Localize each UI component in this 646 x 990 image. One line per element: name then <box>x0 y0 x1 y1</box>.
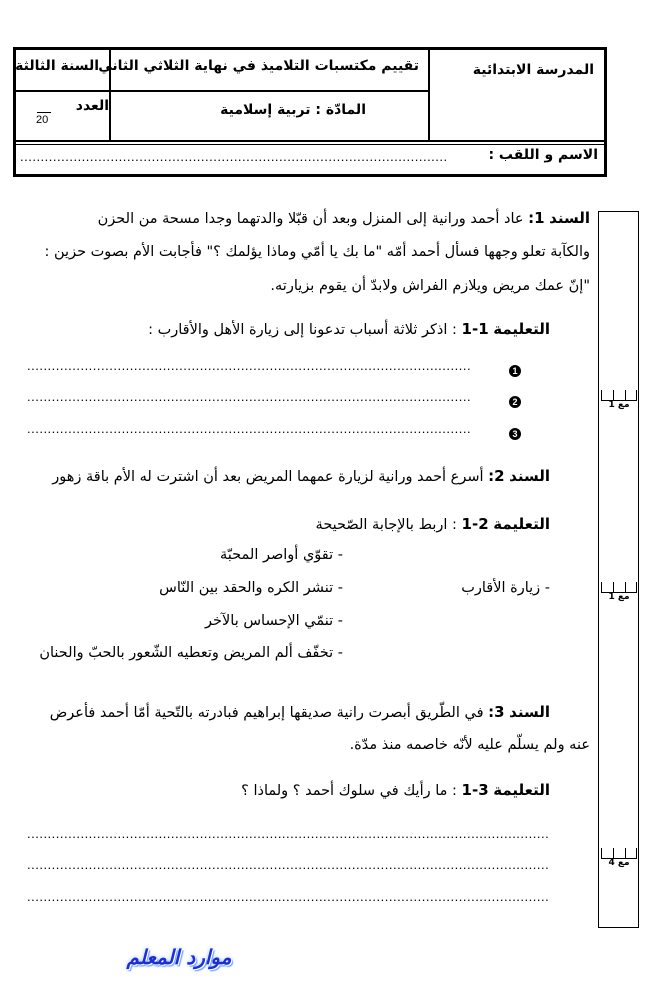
sanad2-label: السند <box>509 467 550 485</box>
score-label-1: مع 1 <box>608 400 630 410</box>
sanad3-line2: عنه ولم يسلّم عليه لأنّه خاصمه منذ مدّة. <box>349 737 590 753</box>
score-box-1 <box>601 386 637 416</box>
task11-heading <box>148 320 550 338</box>
sanad1-line1 <box>98 209 590 227</box>
answer-line-1[interactable]: ............................................................................................................ <box>27 358 472 373</box>
sanad2-num: 2: <box>488 467 505 485</box>
task21-num: 2-1 <box>461 515 489 533</box>
answer31-line-2[interactable]: ............................................................................................................................... <box>27 857 550 872</box>
answer31-line-1[interactable]: ............................................................................................................................... <box>27 826 550 841</box>
answer31-line-3[interactable]: ............................................................................................................................... <box>27 889 550 904</box>
sanad3-line1 <box>50 703 550 721</box>
match-left-item[interactable]: - زيارة الأقارب <box>461 580 550 596</box>
watermark-logo: موارد المعلم <box>126 945 232 969</box>
bullet-3: 3 <box>509 422 521 441</box>
bullet-2: 2 <box>509 390 521 409</box>
match-option-4[interactable]: - تخفّف ألم المريض وتعطيه الشّعور بالحبّ والحنان <box>39 645 343 661</box>
sanad2-line <box>52 467 550 485</box>
match-option-3[interactable]: - تنمّي الإحساس بالآخر <box>205 613 343 629</box>
task11-num: 1-1 <box>461 320 489 338</box>
sanad3-num: 3: <box>488 703 505 721</box>
subject: المادّة : تربية إسلامية <box>220 102 366 118</box>
sanad1-line3: "إنّ عمك مريض ويلازم الفراش ولابدّ أن يقوم بزيارته. <box>270 278 590 294</box>
score-column <box>598 211 639 928</box>
sanad3-label: السند <box>509 703 550 721</box>
score-box-3 <box>601 844 637 874</box>
task31-label: التعليمة <box>493 781 550 799</box>
score-label-3: مع 4 <box>608 858 630 868</box>
task31-text: : ما رأيك في سلوك أحمد ؟ ولماذا ؟ <box>241 783 457 799</box>
task11-text: : اذكر ثلاثة أسباب تدعونا إلى زيارة الأهل والأقارب : <box>148 322 457 338</box>
sanad3-text1: في الطّريق أبصرت رانية صديقها إبراهيم فبادرته بالتّحية أمّا أحمد فأعرض <box>49 705 484 721</box>
match-option-2[interactable]: - تنشر الكره والحقد بين النّاس <box>159 580 343 596</box>
score-label-2: مع 1 <box>608 592 630 602</box>
task31-num: 3-1 <box>461 781 489 799</box>
task11-label: التعليمة <box>493 320 550 338</box>
school-name: المدرسة الابتدائية <box>472 62 594 78</box>
answer-line-3[interactable]: ............................................................................................................ <box>27 421 472 436</box>
sanad1-text1: عاد أحمد ورانية إلى المنزل وبعد أن قبّلا والدتهما وجدا مسحة من الحزن <box>97 211 524 227</box>
match-option-1[interactable]: - تقوّي أواصر المحبّة <box>220 547 343 563</box>
school-year: السنة الثالثة <box>15 58 99 74</box>
exam-title: تقييم مكتسبات التلاميذ في نهاية الثلاثي الثاني <box>98 58 419 74</box>
name-field[interactable]: ........................................................................................................ <box>20 149 448 164</box>
task21-text: : اربط بالإجابة الصّحيحة <box>315 517 457 533</box>
name-label: الاسم و اللقب : <box>488 147 598 163</box>
bullet-1: 1 <box>509 359 521 378</box>
header-table <box>13 47 607 177</box>
grade-label: العدد <box>75 98 109 114</box>
task21-label: التعليمة <box>493 515 550 533</box>
grade-total: 20 <box>36 114 49 126</box>
sanad1-num: 1: <box>528 209 545 227</box>
answer-line-2[interactable]: ............................................................................................................ <box>27 389 472 404</box>
sanad1-label: السند <box>549 209 590 227</box>
sanad2-text: أسرع أحمد ورانية لزيارة عمهما المريض بعد أن اشترت له الأم باقة زهور <box>52 469 484 485</box>
score-box-2 <box>601 578 637 608</box>
task31-heading <box>241 781 550 799</box>
grade-line <box>37 112 51 113</box>
task21-heading <box>316 515 550 533</box>
sanad1-line2: والكآبة تعلو وجهها فسأل أحمد أمّه "ما بك يا أمّي وماذا يؤلمك ؟" فأجابت الأم بصوت حزين : <box>44 244 590 260</box>
